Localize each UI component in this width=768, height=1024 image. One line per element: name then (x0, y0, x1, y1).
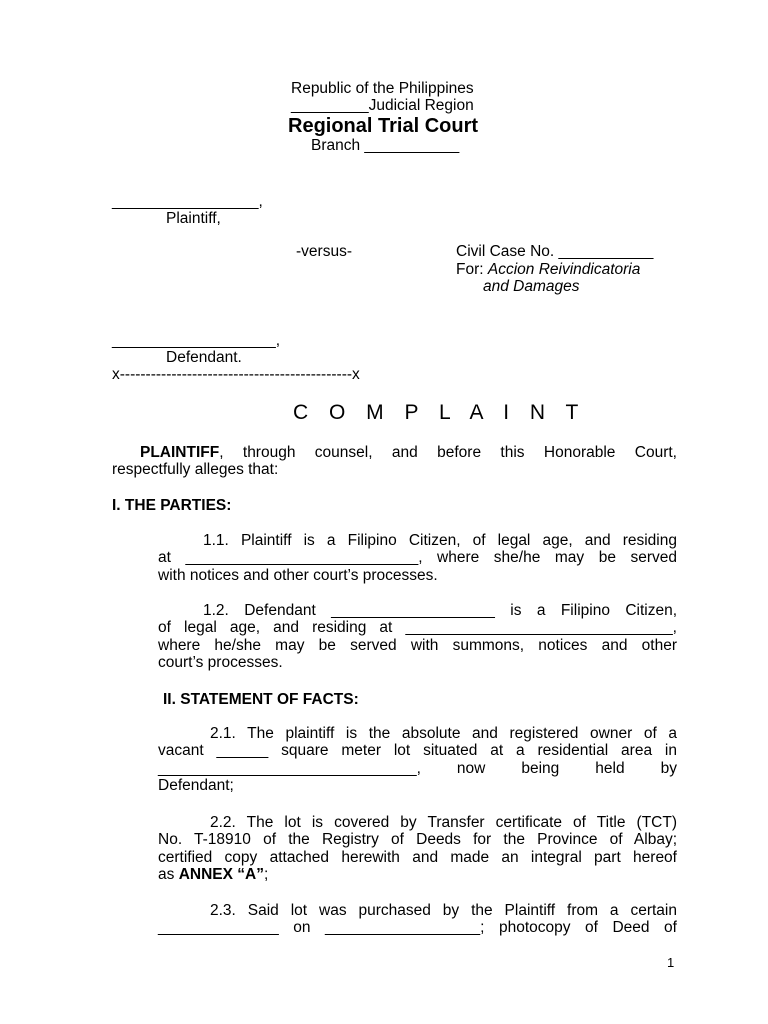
paragraph-2-1: 2.1. The plaintiff is the absolute and registered owner of a vacant ______ square meter lot situated at a residential area in ______________________________, now being held by Defendant; (158, 725, 677, 794)
document-title: C O M P L A I N T (293, 401, 586, 424)
paragraph-2-2: 2.2. The lot is covered by Transfer certificate of Title (TCT) No. T-18910 of the Registry of Deeds for the Province of Albay; certified copy attached herewith and made an integral part hereof as ANNEX “A”; (158, 814, 677, 883)
section-heading-facts: II. STATEMENT OF FACTS: (163, 691, 359, 708)
branch-line: Branch ___________ (311, 137, 460, 154)
case-nature-line2: and Damages (483, 278, 580, 295)
defendant-name-blank: ___________________, (112, 332, 281, 349)
page-number: 1 (667, 955, 675, 970)
defendant-label: Defendant. (166, 349, 242, 366)
judicial-region-line: _________Judicial Region (291, 97, 474, 114)
plaintiff-word: PLAINTIFF (140, 444, 220, 461)
section-heading-parties: I. THE PARTIES: (112, 497, 232, 514)
versus-label: -versus- (296, 243, 352, 260)
court-name: Regional Trial Court (288, 115, 479, 137)
republic-line: Republic of the Philippines (291, 80, 474, 97)
paragraph-1-1: 1.1. Plaintiff is a Filipino Citizen, of legal age, and residing at ___________________________, where she/he may be served with notices and other court’s processes. (158, 532, 677, 584)
for-label: For: (456, 261, 488, 278)
plaintiff-label: Plaintiff, (166, 210, 221, 227)
case-nature-text: Accion Reivindicatoria (487, 261, 641, 278)
paragraph-2-3: 2.3. Said lot was purchased by the Plaintiff from a certain ______________ on __________________; photocopy of Deed of (158, 902, 677, 937)
annex-a-reference: ANNEX “A” (178, 865, 264, 883)
civil-case-number: Civil Case No. ___________ (456, 243, 654, 260)
intro-paragraph: PLAINTIFF, through counsel, and before this Honorable Court, respectfully alleges that: (112, 444, 677, 479)
caption-separator: x---------------------------------------------x (112, 366, 360, 383)
plaintiff-name-blank: _________________, (112, 193, 263, 210)
paragraph-1-2: 1.2. Defendant ___________________ is a Filipino Citizen, of legal age, and residing at _______________________________, where he/she may be served with summons, notices and other court’s processes. (158, 602, 677, 671)
case-nature-line1 (456, 261, 640, 278)
